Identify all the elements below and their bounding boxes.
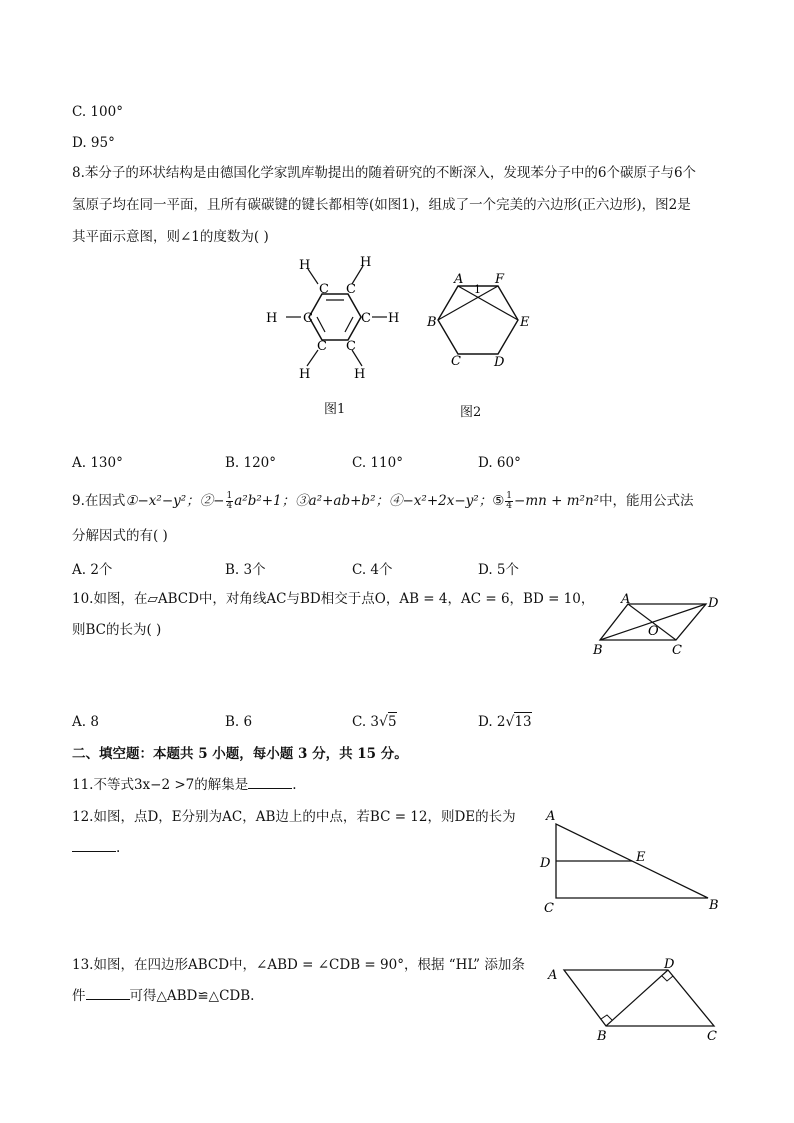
option-d-coefficient: D. 2 (478, 714, 506, 730)
q8-text-line3: 其平面示意图，则∠1的度数为( ) (72, 229, 269, 245)
point-c-label: C (451, 354, 461, 369)
atom-c: C (346, 339, 356, 354)
figure-1-caption: 图1 (324, 402, 346, 417)
atom-c: C (303, 311, 313, 326)
quadrilateral-figure (540, 954, 726, 1046)
point-a-label: A (546, 809, 556, 824)
q9-expr-5-mark: ⑤ (492, 493, 505, 509)
benzene-figure-1 (262, 252, 412, 388)
atom-c: C (317, 339, 327, 354)
point-b-label: B (709, 898, 719, 913)
q9-tail: 中，能用公式法 (599, 493, 694, 509)
q9-fraction-quarter (226, 492, 234, 511)
q9-expr-2-sign: ②− (199, 493, 225, 509)
q8-option-a: A. 130° (72, 455, 123, 471)
q13-text-line2 (72, 987, 254, 1005)
point-a-label: A (621, 592, 631, 607)
q10-option-d (478, 714, 532, 730)
q9-option-a: A. 2个 (72, 562, 113, 578)
point-d-label: D (540, 856, 551, 871)
point-a-label: A (548, 968, 558, 983)
radicand: 5 (387, 714, 397, 730)
q11-suffix: . (292, 777, 297, 793)
fraction-numerator: 1 (226, 491, 233, 501)
figure-2-caption: 图2 (460, 405, 482, 420)
q9-expr-2-body: a²b²+1； (234, 493, 296, 509)
point-a-label: A (454, 272, 464, 287)
q9-option-b: B. 3个 (225, 562, 266, 578)
point-f-label: F (495, 272, 505, 287)
q9-text-line1 (72, 492, 694, 511)
q9-lead: 9.在因式 (72, 493, 126, 509)
q8-option-b: B. 120° (225, 455, 277, 471)
q13-prefix: 件 (72, 988, 86, 1004)
angle-1-label: 1 (474, 283, 481, 296)
point-d-label: D (708, 596, 719, 611)
q9-expr-4: ④−x²+2x−y²； (388, 493, 493, 509)
atom-h: H (388, 311, 400, 326)
q12-text-line2 (72, 839, 120, 857)
section-2-heading: 二、填空题：本题共 5 小题，每小题 3 分，共 15 分。 (72, 746, 408, 762)
q12-suffix: . (116, 840, 121, 856)
point-b-label: B (427, 315, 437, 330)
radical-sign: √ (505, 714, 515, 730)
q13-suffix: 可得△ABD≌△CDB. (129, 988, 255, 1004)
q9-expr-3: ③a²+ab+b²； (295, 493, 389, 509)
triangle-figure (536, 806, 726, 918)
q8-text-line2: 氢原子均在同一平面，且所有碳碳键的键长都相等(如图1)，组成了一个完美的六边形(正六边形)，图2是 (72, 197, 691, 213)
q11-text (72, 776, 297, 794)
q9-option-c: C. 4个 (352, 562, 393, 578)
radical-sign: √ (379, 714, 388, 730)
q9-fraction-quarter-2 (505, 492, 513, 511)
q9-expr-5-body: −mn + m²n² (514, 493, 600, 509)
q11-prefix: 11.不等式3x−2 >7的解集是 (72, 777, 249, 793)
q10-option-a: A. 8 (72, 714, 99, 730)
point-o-label: O (648, 624, 659, 639)
point-c-label: C (544, 901, 554, 916)
point-b-label: B (597, 1029, 607, 1044)
point-e-label: E (636, 850, 646, 865)
q13-text-line1: 13.如图，在四边形ABCD中，∠ABD = ∠CDB = 90°，根据 “HL” 添加条 (72, 957, 525, 973)
q8-text-line1: 8.苯分子的环状结构是由德国化学家凯库勒提出的随着研究的不断深入，发现苯分子中的6个碳原子与6个 (72, 165, 697, 181)
atom-h: H (299, 367, 311, 382)
atom-h: H (360, 255, 372, 270)
fraction-numerator: 1 (506, 491, 513, 501)
radicand: 13 (514, 714, 532, 730)
point-e-label: E (520, 315, 530, 330)
point-c-label: C (707, 1029, 717, 1044)
answer-blank[interactable] (72, 839, 116, 852)
q10-text-line1: 10.如图，在▱ABCD中，对角线AC与BD相交于点O，AB = 4，AC = 6，BD = 10， (72, 591, 595, 607)
answer-blank[interactable] (86, 987, 130, 1000)
q8-option-c: C. 110° (352, 455, 403, 471)
parallelogram-figure (588, 590, 728, 660)
q10-option-b: B. 6 (225, 714, 253, 730)
point-d-label: D (664, 957, 675, 972)
option-d-previous: D. 95° (72, 135, 115, 151)
fraction-denominator: 4 (506, 501, 513, 511)
fraction-denominator: 4 (226, 501, 233, 511)
point-b-label: B (593, 643, 603, 658)
option-c-coefficient: C. 3 (352, 714, 380, 730)
atom-c: C (361, 311, 371, 326)
answer-blank[interactable] (248, 776, 292, 789)
hexagon-figure-2 (420, 266, 540, 374)
q10-text-line2: 则BC的长为( ) (72, 622, 162, 638)
point-c-label: C (672, 643, 682, 658)
option-c-previous: C. 100° (72, 104, 123, 120)
q10-option-c (352, 714, 397, 730)
atom-c: C (346, 282, 356, 297)
q9-text-line2: 分解因式的有( ) (72, 528, 168, 544)
q8-option-d: D. 60° (478, 455, 521, 471)
atom-h: H (354, 367, 366, 382)
q9-expr-1: ①−x²−y²； (125, 493, 200, 509)
point-d-label: D (494, 355, 505, 370)
atom-h: H (299, 258, 311, 273)
q9-option-d: D. 5个 (478, 562, 520, 578)
q12-text-line1: 12.如图，点D，E分别为AC，AB边上的中点，若BC = 12，则DE的长为 (72, 809, 516, 825)
atom-h: H (266, 311, 278, 326)
atom-c: C (319, 282, 329, 297)
